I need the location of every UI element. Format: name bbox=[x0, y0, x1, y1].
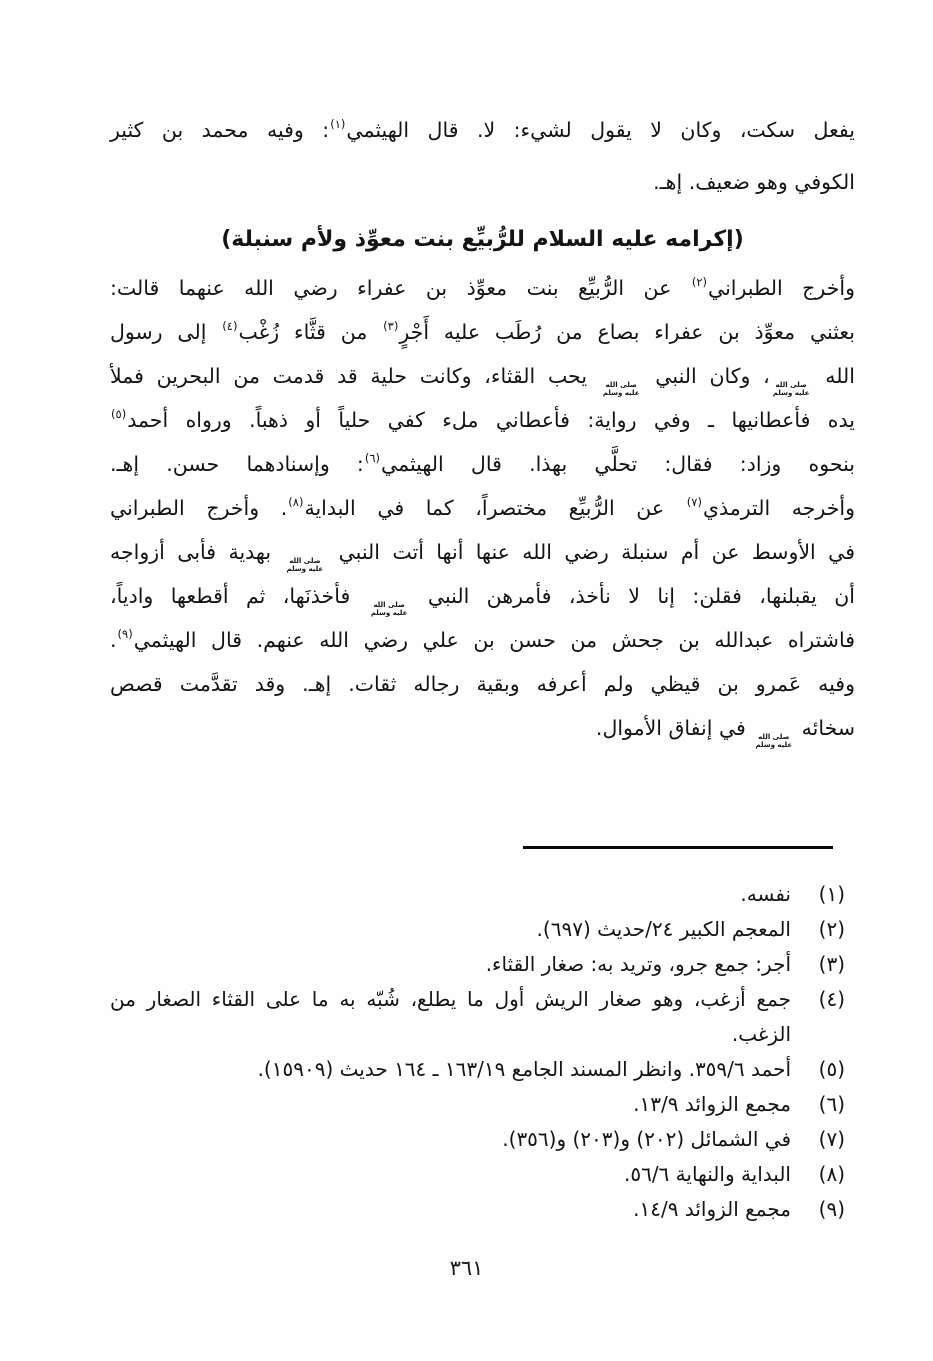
text-line: في الأوسط عن أم سنبلة رضي الله عنها أنها أتت النبي صلى الله عليه وسلم بهدية فأبى أزواجه bbox=[110, 540, 856, 574]
footnote-item bbox=[110, 1157, 845, 1192]
main-text bbox=[110, 104, 855, 750]
footnote-number: (٢) bbox=[818, 917, 845, 941]
footnote-text: البداية والنهاية ٥٦/٦. bbox=[623, 1162, 791, 1186]
footnote-text: أحمد ٣٥٩/٦. وانظر المسند الجامع ١٦٣/١٩ ـ ١٦٤ حديث (١٥٩٠٩). bbox=[257, 1057, 791, 1081]
text-line: وأخرجه الترمذي$^{(٧)}$ عن الرُّبيِّع مختصراً، كما في البداية$^{(٨)}$. وأخرج الطبراني bbox=[110, 495, 855, 520]
text-line: الكوفي وهو ضعيف. إهـ. bbox=[653, 170, 855, 194]
footnote-item bbox=[110, 982, 845, 1052]
text-line: يفعل سكت، وكان لا يقول لشيء: لا. قال الهيثمي$^{(١)}$: وفيه محمد بن كثير bbox=[110, 117, 856, 142]
footnote-ref: (٤) bbox=[222, 319, 238, 333]
footnote-number: (١) bbox=[818, 882, 845, 906]
text-line: بنحوه وزاد: فقال: تحلَّي بهذا. قال الهيثمي$^{(٦)}$: وإسنادهما حسن. إهـ. bbox=[110, 451, 855, 476]
page-number: ٣٦١ bbox=[449, 1256, 484, 1280]
footnote-number: (٩) bbox=[818, 1197, 845, 1221]
footnote-number: (٤) bbox=[818, 987, 845, 1011]
footnote-number: (٣) bbox=[818, 952, 845, 976]
pbuh-honorific: صلى الله عليه وسلم bbox=[772, 381, 810, 398]
footnote-number: (٥) bbox=[818, 1057, 845, 1081]
footnote-item bbox=[110, 1122, 845, 1157]
paragraph-hadith bbox=[110, 266, 855, 750]
text-line: بعثني معوِّذ بن عفراء بصاع من رُطَب عليه أَجْرٍ$^{(٣)}$ من قثَّاء زُغْب$^{(٤)}$ إلى رسول bbox=[110, 319, 855, 344]
text-line: وأخرج الطبراني$^{(٢)}$ عن الرُّبيِّع بنت معوِّذ بن عفراء رضي الله عنهما قالت: bbox=[110, 275, 855, 300]
footnote-item bbox=[110, 912, 845, 947]
footnote-text: المعجم الكبير ٢٤/حديث (٦٩٧). bbox=[536, 917, 791, 941]
text-line: سخائه صلى الله عليه وسلم في إنفاق الأموال. bbox=[595, 716, 855, 750]
footnote-text: في الشمائل (٢٠٢) و(٢٠٣) و(٣٥٦). bbox=[502, 1127, 791, 1151]
pbuh-honorific: صلى الله عليه وسلم bbox=[602, 381, 640, 398]
text-line: يده فأعطانيها ـ وفي رواية: فأعطاني ملء كفي حلياً أو ذهباً. ورواه أحمد$^{(٥)}$ bbox=[111, 407, 855, 432]
footnote-text: مجمع الزوائد ١٣/٩. bbox=[633, 1092, 791, 1116]
footnote-text: مجمع الزوائد ١٤/٩. bbox=[633, 1197, 791, 1221]
footnote-number: (٧) bbox=[818, 1127, 845, 1151]
footnote-number: (٨) bbox=[818, 1162, 845, 1186]
footnote-ref: (٨) bbox=[288, 495, 304, 509]
pbuh-honorific: صلى الله عليه وسلم bbox=[286, 557, 324, 574]
footnote-item bbox=[110, 877, 845, 912]
footnote-ref: (٧) bbox=[686, 495, 702, 509]
footnote-item bbox=[110, 1087, 845, 1122]
paragraph-continuation bbox=[110, 104, 855, 208]
footnote-number: (٦) bbox=[818, 1092, 845, 1116]
section-heading: (إكرامه عليه السلام للرُّبيِّع بنت معوِّذ ولأم سنبلة) bbox=[221, 227, 744, 252]
footnotes-section bbox=[110, 877, 845, 1227]
text-line: وفيه عَمرو بن قيظي ولم أعرفه وبقية رجاله ثقات. إهـ. وقد تقدَّمت قصص bbox=[110, 672, 855, 696]
text-line: أن يقبلنها، فقلن: إنا لا نأخذ، فأمرهن النبي صلى الله عليه وسلم فأخذنَها، ثم أقطعها وادياً، bbox=[110, 584, 855, 618]
footnote-separator bbox=[523, 846, 833, 849]
footnote-ref: (٢) bbox=[691, 275, 707, 289]
pbuh-honorific: صلى الله عليه وسلم bbox=[755, 733, 793, 750]
footnote-item bbox=[110, 1052, 845, 1087]
footnote-text: جمع أزغب، وهو صغار الريش أول ما يطلع، شُبّه به ما على القثاء الصغار من الزغب. bbox=[110, 987, 791, 1046]
footnote-text: نفسه. bbox=[740, 882, 791, 906]
footnote-text: أجر: جمع جرو، وتريد به: صغار القثاء. bbox=[485, 952, 791, 976]
pbuh-honorific: صلى الله عليه وسلم bbox=[370, 601, 408, 618]
footnote-ref: (٣) bbox=[383, 319, 399, 333]
text-line: الله صلى الله عليه وسلم ، وكان النبي صلى الله عليه وسلم يحب القثاء، وكانت حلية قد قدمت من البحرين فملأ bbox=[110, 364, 855, 398]
footnote-item bbox=[110, 1192, 845, 1227]
footnote-item bbox=[110, 947, 845, 982]
footnote-ref: (٥) bbox=[111, 407, 127, 421]
text-line: فاشتراه عبدالله بن جحش من حسن بن علي رضي الله عنهم. قال الهيثمي$^{(٩)}$. bbox=[110, 627, 855, 652]
footnote-ref: (٦) bbox=[364, 451, 381, 465]
footnote-ref: (١) bbox=[330, 117, 346, 131]
footnote-ref: (٩) bbox=[117, 627, 133, 641]
